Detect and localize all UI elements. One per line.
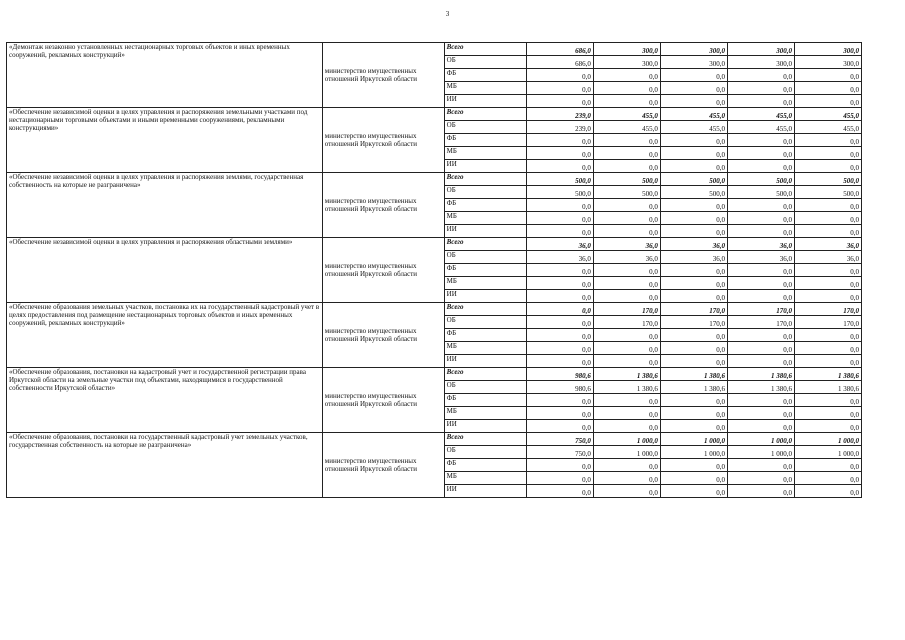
amount-cell: 170,0 bbox=[794, 303, 861, 316]
amount-cell: 0,0 bbox=[727, 212, 794, 225]
amount-cell: 0,0 bbox=[593, 225, 660, 238]
amount-cell: 0,0 bbox=[794, 199, 861, 212]
amount-cell: 0,0 bbox=[593, 485, 660, 498]
amount-cell: 36,0 bbox=[593, 251, 660, 264]
amount-cell: 0,0 bbox=[593, 277, 660, 290]
funding-source: Всего bbox=[444, 238, 526, 251]
amount-cell: 686,0 bbox=[526, 43, 593, 56]
amount-cell: 1 000,0 bbox=[593, 446, 660, 459]
activity-title: «Обеспечение образования земельных участков, постановка их на государственный кадастровый учет в целях предоставления под размещение нестационарных торговых объектов и иных временных сооружений, рекламных конструкций» bbox=[7, 303, 323, 368]
amount-cell: 0,0 bbox=[794, 420, 861, 433]
amount-cell: 0,0 bbox=[526, 69, 593, 82]
amount-cell: 300,0 bbox=[794, 43, 861, 56]
funding-source: МБ bbox=[444, 472, 526, 485]
amount-cell: 500,0 bbox=[526, 173, 593, 186]
amount-cell: 36,0 bbox=[526, 251, 593, 264]
table-row bbox=[7, 238, 862, 251]
amount-cell: 0,0 bbox=[593, 472, 660, 485]
amount-cell: 0,0 bbox=[526, 277, 593, 290]
table-row bbox=[7, 433, 862, 446]
amount-cell: 36,0 bbox=[794, 238, 861, 251]
amount-cell: 0,0 bbox=[660, 134, 727, 147]
amount-cell: 1 380,6 bbox=[794, 381, 861, 394]
executor-cell: министерство имущественных отношений Иркутской области bbox=[322, 173, 444, 238]
amount-cell: 0,0 bbox=[794, 485, 861, 498]
amount-cell: 0,0 bbox=[593, 95, 660, 108]
amount-cell: 239,0 bbox=[526, 108, 593, 121]
amount-cell: 0,0 bbox=[526, 160, 593, 173]
page-number: 3 bbox=[445, 10, 450, 18]
funding-source: ОБ bbox=[444, 121, 526, 134]
funding-source: Всего bbox=[444, 368, 526, 381]
funding-source: МБ bbox=[444, 82, 526, 95]
amount-cell: 0,0 bbox=[526, 95, 593, 108]
amount-cell: 0,0 bbox=[727, 264, 794, 277]
amount-cell: 1 000,0 bbox=[794, 433, 861, 446]
amount-cell: 0,0 bbox=[727, 134, 794, 147]
amount-cell: 0,0 bbox=[660, 485, 727, 498]
amount-cell: 0,0 bbox=[660, 472, 727, 485]
amount-cell: 300,0 bbox=[660, 56, 727, 69]
amount-cell: 0,0 bbox=[794, 95, 861, 108]
amount-cell: 36,0 bbox=[727, 238, 794, 251]
amount-cell: 0,0 bbox=[593, 212, 660, 225]
table-row bbox=[7, 303, 862, 316]
amount-cell: 0,0 bbox=[526, 225, 593, 238]
amount-cell: 0,0 bbox=[526, 355, 593, 368]
funding-source: ФБ bbox=[444, 459, 526, 472]
amount-cell: 686,0 bbox=[526, 56, 593, 69]
amount-cell: 0,0 bbox=[526, 290, 593, 303]
amount-cell: 239,0 bbox=[526, 121, 593, 134]
amount-cell: 0,0 bbox=[660, 420, 727, 433]
amount-cell: 0,0 bbox=[727, 394, 794, 407]
amount-cell: 36,0 bbox=[660, 238, 727, 251]
amount-cell: 1 380,6 bbox=[660, 368, 727, 381]
amount-cell: 0,0 bbox=[593, 420, 660, 433]
amount-cell: 0,0 bbox=[660, 355, 727, 368]
amount-cell: 0,0 bbox=[660, 147, 727, 160]
amount-cell: 455,0 bbox=[593, 121, 660, 134]
amount-cell: 500,0 bbox=[727, 173, 794, 186]
amount-cell: 500,0 bbox=[526, 186, 593, 199]
amount-cell: 0,0 bbox=[660, 290, 727, 303]
amount-cell: 0,0 bbox=[727, 459, 794, 472]
funding-source: МБ bbox=[444, 277, 526, 290]
amount-cell: 0,0 bbox=[727, 82, 794, 95]
amount-cell: 0,0 bbox=[727, 160, 794, 173]
funding-source: ОБ bbox=[444, 186, 526, 199]
funding-source: ИИ bbox=[444, 95, 526, 108]
amount-cell: 0,0 bbox=[593, 69, 660, 82]
amount-cell: 170,0 bbox=[794, 316, 861, 329]
activity-title: «Обеспечение независимой оценки в целях управления и распоряжения землями, государственная собственность на которые не разграничена» bbox=[7, 173, 323, 238]
activity-title: «Обеспечение независимой оценки в целях управления и распоряжения областными землями» bbox=[7, 238, 323, 303]
funding-source: ОБ bbox=[444, 251, 526, 264]
amount-cell: 500,0 bbox=[727, 186, 794, 199]
amount-cell: 300,0 bbox=[727, 56, 794, 69]
amount-cell: 0,0 bbox=[727, 329, 794, 342]
funding-source: МБ bbox=[444, 407, 526, 420]
amount-cell: 455,0 bbox=[727, 108, 794, 121]
amount-cell: 0,0 bbox=[794, 407, 861, 420]
amount-cell: 1 000,0 bbox=[727, 446, 794, 459]
amount-cell: 0,0 bbox=[526, 485, 593, 498]
amount-cell: 0,0 bbox=[794, 82, 861, 95]
amount-cell: 0,0 bbox=[593, 82, 660, 95]
amount-cell: 1 380,6 bbox=[727, 368, 794, 381]
funding-source: ИИ bbox=[444, 420, 526, 433]
amount-cell: 0,0 bbox=[794, 147, 861, 160]
amount-cell: 455,0 bbox=[593, 108, 660, 121]
funding-source: ОБ bbox=[444, 446, 526, 459]
amount-cell: 300,0 bbox=[593, 56, 660, 69]
amount-cell: 0,0 bbox=[526, 459, 593, 472]
amount-cell: 0,0 bbox=[526, 303, 593, 316]
amount-cell: 0,0 bbox=[526, 212, 593, 225]
budget-table-body bbox=[7, 43, 862, 498]
amount-cell: 36,0 bbox=[794, 251, 861, 264]
amount-cell: 36,0 bbox=[526, 238, 593, 251]
funding-source: ФБ bbox=[444, 134, 526, 147]
activity-title: «Обеспечение образования, постановки на государственный кадастровый учет земельных участков, государственная собственность на которые не разграничена» bbox=[7, 433, 323, 498]
amount-cell: 500,0 bbox=[794, 186, 861, 199]
amount-cell: 0,0 bbox=[593, 290, 660, 303]
amount-cell: 300,0 bbox=[660, 43, 727, 56]
amount-cell: 0,0 bbox=[794, 290, 861, 303]
amount-cell: 0,0 bbox=[794, 329, 861, 342]
funding-source: ФБ bbox=[444, 264, 526, 277]
amount-cell: 750,0 bbox=[526, 433, 593, 446]
amount-cell: 0,0 bbox=[794, 459, 861, 472]
amount-cell: 1 380,6 bbox=[727, 381, 794, 394]
amount-cell: 0,0 bbox=[727, 290, 794, 303]
funding-source: Всего bbox=[444, 303, 526, 316]
amount-cell: 0,0 bbox=[593, 394, 660, 407]
activity-title: «Обеспечение образования, постановки на кадастровый учет и государственной регистрации права Иркутской области на земельные участки под объектами, находящимися в государственной собственности Иркутской области» bbox=[7, 368, 323, 433]
funding-source: ОБ bbox=[444, 56, 526, 69]
amount-cell: 0,0 bbox=[727, 277, 794, 290]
amount-cell: 0,0 bbox=[794, 212, 861, 225]
amount-cell: 0,0 bbox=[526, 407, 593, 420]
amount-cell: 0,0 bbox=[526, 316, 593, 329]
amount-cell: 0,0 bbox=[660, 329, 727, 342]
amount-cell: 0,0 bbox=[526, 134, 593, 147]
amount-cell: 500,0 bbox=[593, 186, 660, 199]
amount-cell: 1 000,0 bbox=[794, 446, 861, 459]
amount-cell: 0,0 bbox=[593, 134, 660, 147]
amount-cell: 750,0 bbox=[526, 446, 593, 459]
amount-cell: 0,0 bbox=[794, 277, 861, 290]
amount-cell: 170,0 bbox=[660, 303, 727, 316]
funding-source: ИИ bbox=[444, 160, 526, 173]
executor-cell: министерство имущественных отношений Иркутской области bbox=[322, 433, 444, 498]
amount-cell: 1 000,0 bbox=[727, 433, 794, 446]
amount-cell: 170,0 bbox=[727, 303, 794, 316]
amount-cell: 455,0 bbox=[727, 121, 794, 134]
table-row bbox=[7, 43, 862, 56]
amount-cell: 0,0 bbox=[794, 472, 861, 485]
amount-cell: 36,0 bbox=[727, 251, 794, 264]
amount-cell: 500,0 bbox=[660, 173, 727, 186]
funding-source: ФБ bbox=[444, 199, 526, 212]
amount-cell: 0,0 bbox=[526, 420, 593, 433]
table-row bbox=[7, 368, 862, 381]
amount-cell: 0,0 bbox=[526, 264, 593, 277]
amount-cell: 0,0 bbox=[526, 394, 593, 407]
funding-source: ИИ bbox=[444, 225, 526, 238]
amount-cell: 36,0 bbox=[593, 238, 660, 251]
funding-source: ОБ bbox=[444, 316, 526, 329]
executor-cell: министерство имущественных отношений Иркутской области bbox=[322, 108, 444, 173]
funding-source: Всего bbox=[444, 173, 526, 186]
funding-source: МБ bbox=[444, 212, 526, 225]
amount-cell: 0,0 bbox=[593, 459, 660, 472]
amount-cell: 0,0 bbox=[593, 264, 660, 277]
amount-cell: 0,0 bbox=[727, 407, 794, 420]
amount-cell: 0,0 bbox=[727, 355, 794, 368]
amount-cell: 300,0 bbox=[593, 43, 660, 56]
amount-cell: 0,0 bbox=[660, 264, 727, 277]
amount-cell: 0,0 bbox=[727, 69, 794, 82]
budget-table bbox=[6, 42, 862, 498]
amount-cell: 0,0 bbox=[660, 82, 727, 95]
amount-cell: 1 000,0 bbox=[660, 433, 727, 446]
amount-cell: 500,0 bbox=[794, 173, 861, 186]
funding-source: ИИ bbox=[444, 485, 526, 498]
funding-source: ОБ bbox=[444, 381, 526, 394]
amount-cell: 0,0 bbox=[794, 394, 861, 407]
executor-cell: министерство имущественных отношений Иркутской области bbox=[322, 238, 444, 303]
funding-source: МБ bbox=[444, 342, 526, 355]
funding-source: ФБ bbox=[444, 69, 526, 82]
amount-cell: 0,0 bbox=[660, 394, 727, 407]
amount-cell: 0,0 bbox=[727, 147, 794, 160]
amount-cell: 0,0 bbox=[660, 407, 727, 420]
amount-cell: 36,0 bbox=[660, 251, 727, 264]
amount-cell: 1 380,6 bbox=[794, 368, 861, 381]
amount-cell: 0,0 bbox=[526, 472, 593, 485]
table-row bbox=[7, 173, 862, 186]
amount-cell: 980,6 bbox=[526, 368, 593, 381]
amount-cell: 0,0 bbox=[794, 225, 861, 238]
funding-source: ИИ bbox=[444, 290, 526, 303]
amount-cell: 0,0 bbox=[593, 355, 660, 368]
amount-cell: 0,0 bbox=[593, 342, 660, 355]
amount-cell: 0,0 bbox=[660, 225, 727, 238]
amount-cell: 0,0 bbox=[593, 329, 660, 342]
funding-source: ФБ bbox=[444, 329, 526, 342]
amount-cell: 170,0 bbox=[660, 316, 727, 329]
amount-cell: 0,0 bbox=[727, 472, 794, 485]
amount-cell: 0,0 bbox=[593, 147, 660, 160]
activity-title: «Обеспечение независимой оценки в целях управления и распоряжения земельными участками под нестационарными торговыми объектами и иными временными сооружениями, рекламными конструкциями» bbox=[7, 108, 323, 173]
amount-cell: 0,0 bbox=[526, 147, 593, 160]
executor-cell: министерство имущественных отношений Иркутской области bbox=[322, 368, 444, 433]
funding-source: МБ bbox=[444, 147, 526, 160]
amount-cell: 0,0 bbox=[794, 69, 861, 82]
amount-cell: 980,6 bbox=[526, 381, 593, 394]
amount-cell: 0,0 bbox=[660, 199, 727, 212]
amount-cell: 500,0 bbox=[660, 186, 727, 199]
amount-cell: 1 000,0 bbox=[660, 446, 727, 459]
amount-cell: 0,0 bbox=[727, 225, 794, 238]
amount-cell: 0,0 bbox=[794, 134, 861, 147]
amount-cell: 0,0 bbox=[794, 355, 861, 368]
executor-cell: министерство имущественных отношений Иркутской области bbox=[322, 43, 444, 108]
amount-cell: 0,0 bbox=[727, 342, 794, 355]
amount-cell: 455,0 bbox=[794, 121, 861, 134]
amount-cell: 1 000,0 bbox=[593, 433, 660, 446]
amount-cell: 0,0 bbox=[526, 329, 593, 342]
funding-source: Всего bbox=[444, 108, 526, 121]
amount-cell: 170,0 bbox=[593, 303, 660, 316]
amount-cell: 300,0 bbox=[727, 43, 794, 56]
amount-cell: 1 380,6 bbox=[593, 381, 660, 394]
amount-cell: 0,0 bbox=[727, 95, 794, 108]
amount-cell: 0,0 bbox=[593, 407, 660, 420]
amount-cell: 455,0 bbox=[660, 121, 727, 134]
amount-cell: 0,0 bbox=[794, 342, 861, 355]
funding-source: ФБ bbox=[444, 394, 526, 407]
amount-cell: 0,0 bbox=[593, 160, 660, 173]
amount-cell: 0,0 bbox=[660, 459, 727, 472]
amount-cell: 170,0 bbox=[727, 316, 794, 329]
amount-cell: 1 380,6 bbox=[593, 368, 660, 381]
amount-cell: 0,0 bbox=[794, 160, 861, 173]
amount-cell: 0,0 bbox=[660, 212, 727, 225]
amount-cell: 0,0 bbox=[727, 420, 794, 433]
amount-cell: 500,0 bbox=[593, 173, 660, 186]
amount-cell: 0,0 bbox=[727, 485, 794, 498]
amount-cell: 170,0 bbox=[593, 316, 660, 329]
amount-cell: 0,0 bbox=[526, 82, 593, 95]
amount-cell: 1 380,6 bbox=[660, 381, 727, 394]
amount-cell: 0,0 bbox=[660, 95, 727, 108]
amount-cell: 0,0 bbox=[794, 264, 861, 277]
amount-cell: 0,0 bbox=[526, 199, 593, 212]
amount-cell: 0,0 bbox=[660, 342, 727, 355]
funding-source: ИИ bbox=[444, 355, 526, 368]
activity-title: «Демонтаж незаконно установленных нестационарных торговых объектов и иных временных сооружений, рекламных конструкций» bbox=[7, 43, 323, 108]
amount-cell: 300,0 bbox=[794, 56, 861, 69]
amount-cell: 0,0 bbox=[660, 69, 727, 82]
amount-cell: 0,0 bbox=[660, 277, 727, 290]
amount-cell: 455,0 bbox=[794, 108, 861, 121]
funding-source: Всего bbox=[444, 433, 526, 446]
executor-cell: министерство имущественных отношений Иркутской области bbox=[322, 303, 444, 368]
funding-source: Всего bbox=[444, 43, 526, 56]
amount-cell: 0,0 bbox=[593, 199, 660, 212]
table-row bbox=[7, 108, 862, 121]
amount-cell: 0,0 bbox=[526, 342, 593, 355]
amount-cell: 0,0 bbox=[660, 160, 727, 173]
amount-cell: 455,0 bbox=[660, 108, 727, 121]
amount-cell: 0,0 bbox=[727, 199, 794, 212]
